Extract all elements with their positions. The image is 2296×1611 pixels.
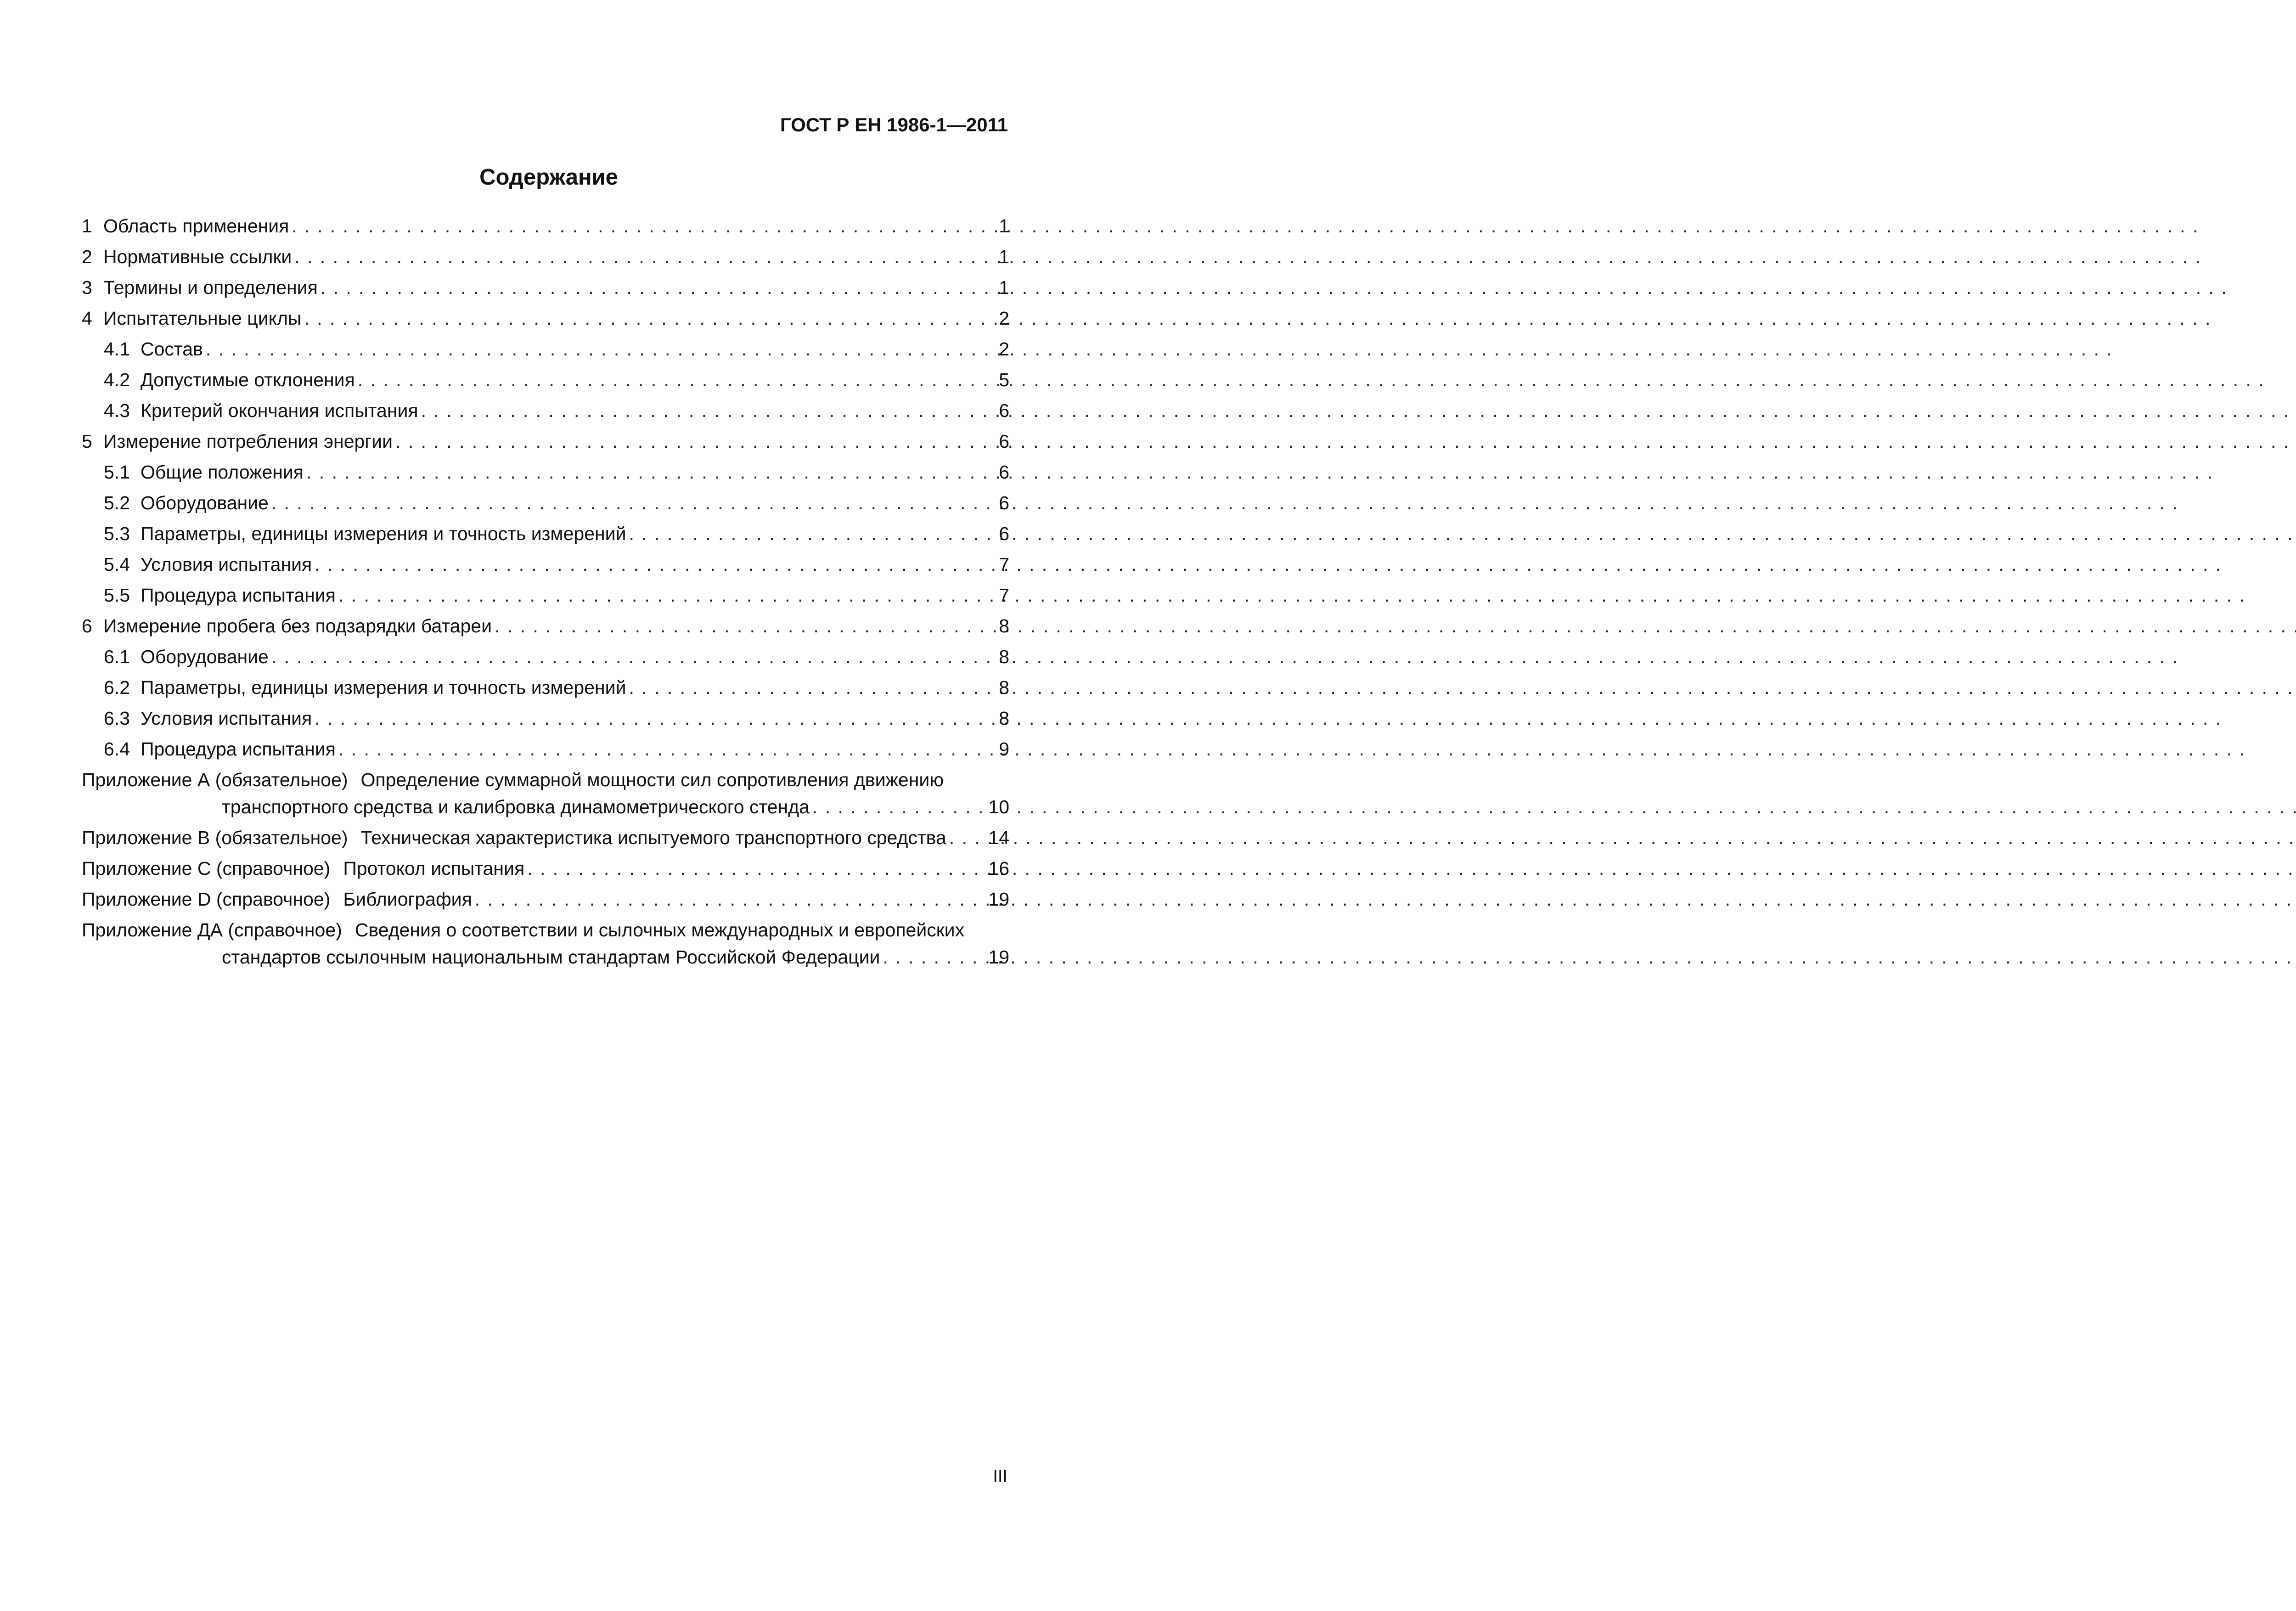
toc-entry-page: 6 bbox=[999, 400, 1009, 421]
toc-subentry[interactable] bbox=[82, 642, 1009, 672]
appendix-title: Сведения о соответствии и сылочных международных и европейских bbox=[355, 919, 965, 941]
toc-entry-label: Термины и определения bbox=[103, 277, 318, 298]
toc-subentry[interactable] bbox=[82, 518, 1009, 549]
dot-leader bbox=[289, 211, 998, 242]
toc-entry-page: 6 bbox=[999, 431, 1009, 452]
toc-entry-page: 10 bbox=[988, 796, 1009, 817]
appendix-line bbox=[82, 853, 524, 884]
toc-entry-page: 2 bbox=[999, 338, 1009, 360]
toc-entry-number: 6.3 bbox=[104, 708, 130, 729]
dot-leader bbox=[336, 580, 998, 611]
dot-leader bbox=[880, 942, 988, 973]
toc-entry-label: Измерение потребления энергии bbox=[103, 431, 393, 452]
toc-entry-number: 4.2 bbox=[104, 369, 130, 390]
toc-entry-label: Нормативные ссылки bbox=[103, 246, 292, 267]
toc-entry-label: Область применения bbox=[103, 215, 289, 237]
dot-leader bbox=[304, 457, 998, 488]
dot-leader bbox=[626, 672, 998, 703]
toc-entry-label: Общие положения bbox=[141, 462, 304, 483]
toc-appendix-da[interactable] bbox=[82, 915, 1009, 973]
appendix-title-line bbox=[82, 915, 1009, 942]
toc-entry-page: 8 bbox=[999, 708, 1009, 729]
toc-entry-label: Условия испытания bbox=[141, 554, 312, 575]
dot-leader bbox=[492, 611, 998, 642]
toc-appendix-d[interactable] bbox=[82, 884, 1009, 915]
toc-subentry[interactable] bbox=[82, 488, 1009, 518]
appendix-title-continuation bbox=[82, 792, 1009, 822]
toc-appendix-b[interactable] bbox=[82, 822, 1009, 853]
toc-entry[interactable] bbox=[82, 303, 1009, 334]
document-designation: ГОСТ Р ЕН 1986-1—2011 bbox=[780, 114, 1008, 135]
toc-entry[interactable] bbox=[82, 211, 1009, 242]
toc-entry-page: 5 bbox=[999, 369, 1009, 390]
toc-entry-label: Процедура испытания bbox=[141, 585, 336, 606]
toc-entry-label: Испытательные циклы bbox=[103, 308, 302, 329]
dot-leader bbox=[203, 334, 998, 365]
dot-leader bbox=[318, 272, 998, 303]
toc-entry-page: 1 bbox=[999, 277, 1009, 298]
toc-entry-number: 6 bbox=[82, 615, 92, 637]
toc-entry-number: 5.4 bbox=[104, 554, 130, 575]
appendix-title-line bbox=[82, 765, 1009, 792]
dot-leader bbox=[269, 488, 998, 518]
toc-appendix-c[interactable] bbox=[82, 853, 1009, 884]
dot-leader bbox=[524, 853, 988, 884]
toc-entry-number: 2 bbox=[82, 246, 92, 267]
toc-entry-label: Оборудование bbox=[141, 492, 269, 513]
toc-entry-page: 8 bbox=[999, 646, 1009, 667]
dot-leader bbox=[393, 426, 998, 457]
toc-entry-page: 7 bbox=[999, 585, 1009, 606]
toc-entry-label: Критерий окончания испытания bbox=[141, 400, 418, 421]
toc-title: Содержание bbox=[479, 165, 618, 190]
toc-entry-number: 5.5 bbox=[104, 585, 130, 606]
toc-entry-number: 5.2 bbox=[104, 492, 130, 513]
dot-leader bbox=[292, 242, 998, 272]
appendix-kind: Приложение В (обязательное) bbox=[82, 827, 348, 848]
toc-entry-number: 4 bbox=[82, 308, 92, 329]
toc-entry-page: 6 bbox=[999, 523, 1009, 544]
page-number: III bbox=[993, 1467, 1007, 1486]
dot-leader bbox=[312, 703, 998, 734]
appendix-title: Библиография bbox=[343, 889, 472, 910]
toc-entry-label: Допустимые отклонения bbox=[141, 369, 355, 390]
toc-subentry[interactable] bbox=[82, 580, 1009, 611]
table-of-contents bbox=[82, 211, 1009, 973]
dot-leader bbox=[312, 549, 998, 580]
dot-leader bbox=[472, 884, 989, 915]
toc-entry-number: 4.1 bbox=[104, 338, 130, 360]
appendix-title: Техническая характеристика испытуемого транспортного средства bbox=[360, 827, 946, 848]
appendix-kind: Приложение С (справочное) bbox=[82, 858, 331, 879]
toc-entry-label: Измерение пробега без подзарядки батареи bbox=[103, 615, 492, 637]
toc-entry[interactable] bbox=[82, 242, 1009, 272]
dot-leader bbox=[626, 518, 998, 549]
appendix-title: Определение суммарной мощности сил сопротивления движению bbox=[360, 769, 944, 790]
toc-entry-number: 5.3 bbox=[104, 523, 130, 544]
toc-entry-page: 6 bbox=[999, 492, 1009, 513]
appendix-kind: Приложение ДА (справочное) bbox=[82, 919, 342, 941]
toc-entry-page: 1 bbox=[999, 246, 1009, 267]
toc-entry-page: 8 bbox=[999, 615, 1009, 637]
toc-entry-page: 7 bbox=[999, 554, 1009, 575]
toc-entry-number: 6.4 bbox=[104, 738, 130, 760]
toc-entry-number: 5 bbox=[82, 431, 92, 452]
dot-leader bbox=[269, 642, 998, 672]
toc-entry-number: 1 bbox=[82, 215, 92, 237]
toc-entry-number: 3 bbox=[82, 277, 92, 298]
appendix-title: Протокол испытания bbox=[343, 858, 525, 879]
toc-entry-number: 6.1 bbox=[104, 646, 130, 667]
dot-leader bbox=[418, 395, 998, 426]
toc-entry-label: Параметры, единицы измерения и точность измерений bbox=[141, 677, 626, 698]
toc-subentry[interactable] bbox=[82, 703, 1009, 734]
dot-leader bbox=[946, 822, 989, 853]
toc-entry-page: 14 bbox=[988, 827, 1009, 848]
toc-entry-page: 6 bbox=[999, 462, 1009, 483]
toc-subentry[interactable] bbox=[82, 365, 1009, 395]
toc-subentry[interactable] bbox=[82, 334, 1009, 365]
dot-leader bbox=[355, 365, 998, 395]
toc-entry-page: 1 bbox=[999, 215, 1009, 237]
toc-subentry[interactable] bbox=[82, 395, 1009, 426]
appendix-line bbox=[82, 884, 472, 915]
toc-entry-label: Условия испытания bbox=[141, 708, 312, 729]
toc-entry-page: 2 bbox=[999, 308, 1009, 329]
toc-subentry[interactable] bbox=[82, 672, 1009, 703]
toc-entry-page: 16 bbox=[988, 858, 1009, 879]
toc-entry-number: 6.2 bbox=[104, 677, 130, 698]
appendix-line bbox=[82, 822, 946, 853]
toc-entry-page: 19 bbox=[988, 946, 1009, 968]
toc-entry-label: Состав bbox=[141, 338, 203, 360]
toc-entry[interactable] bbox=[82, 611, 1009, 642]
dot-leader bbox=[810, 792, 988, 822]
appendix-title-cont: стандартов ссылочным национальным стандартам Российской Федерации bbox=[222, 946, 880, 968]
appendix-kind: Приложение D (справочное) bbox=[82, 889, 331, 910]
toc-subentry[interactable] bbox=[82, 457, 1009, 488]
toc-entry-page: 19 bbox=[988, 889, 1009, 910]
dot-leader bbox=[301, 303, 998, 334]
toc-appendix-a[interactable] bbox=[82, 765, 1009, 822]
toc-entry-number: 4.3 bbox=[104, 400, 130, 421]
toc-entry-label: Оборудование bbox=[141, 646, 269, 667]
toc-entry-label: Параметры, единицы измерения и точность измерений bbox=[141, 523, 626, 544]
toc-entry-number: 5.1 bbox=[104, 462, 130, 483]
toc-entry-page: 9 bbox=[999, 738, 1009, 760]
toc-subentry[interactable] bbox=[82, 734, 1009, 765]
toc-entry-page: 8 bbox=[999, 677, 1009, 698]
dot-leader bbox=[336, 734, 998, 765]
toc-subentry[interactable] bbox=[82, 549, 1009, 580]
appendix-title-cont: транспортного средства и калибровка динамометрического стенда bbox=[222, 796, 810, 817]
toc-entry[interactable] bbox=[82, 272, 1009, 303]
appendix-kind: Приложение А (обязательное) bbox=[82, 769, 348, 790]
toc-entry[interactable] bbox=[82, 426, 1009, 457]
toc-entry-label: Процедура испытания bbox=[141, 738, 336, 760]
appendix-title-continuation bbox=[82, 942, 1009, 973]
